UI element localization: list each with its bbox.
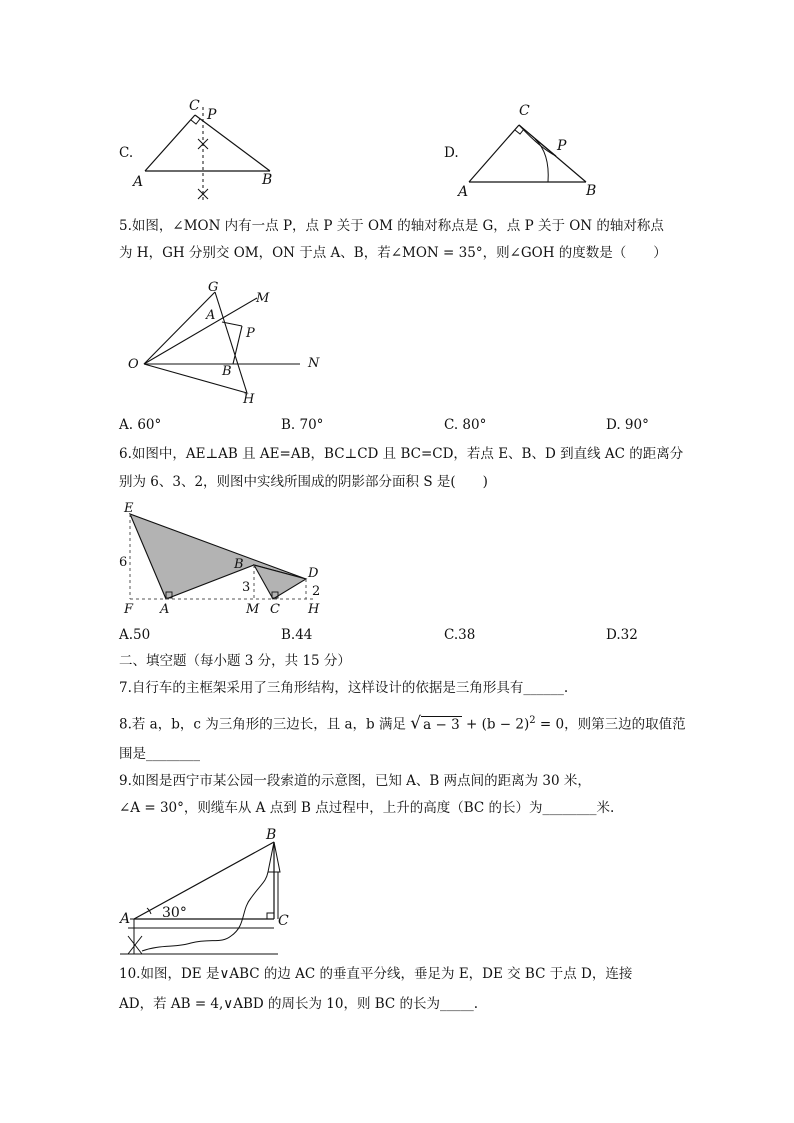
label-c: C (189, 98, 200, 114)
q5-option-d: D. 90° (606, 417, 649, 433)
q5-option-a: A. 60° (119, 417, 162, 433)
label-d: D (308, 566, 319, 581)
label-m: M (256, 291, 270, 306)
q9-line1: 9.如图是西宁市某公园一段索道的示意图，已知 A、B 两点间的距离为 30 米， (119, 773, 591, 789)
q6-line1: 6.如图中，AE⊥AB 且 AE=AB，BC⊥CD 且 BC=CD，若点 E、B、D 到直线 AC 的距离分 (119, 446, 684, 462)
label-three: 3 (242, 580, 251, 595)
label-e: E (124, 501, 134, 516)
sqrt-sign: √ (410, 713, 422, 734)
q8-line2: 围是________ (119, 746, 200, 762)
q6-option-a: A.50 (119, 627, 151, 643)
q6-option-c: C.38 (444, 627, 476, 643)
label-p: P (207, 107, 217, 123)
label-b: B (586, 183, 597, 199)
label-f: F (124, 602, 134, 617)
label-g: G (208, 280, 219, 295)
option-d-label: D. (444, 145, 459, 161)
q8-radicand: a − 3 (423, 716, 460, 733)
q6-option-b: B.44 (281, 627, 313, 643)
q8-text-pre: 8.若 a，b，c 为三角形的三边长，且 a，b 满足 (119, 716, 406, 733)
label-b: B (234, 557, 244, 572)
label-o: O (128, 357, 139, 372)
q10-line2: AD，若 AB = 4,∨ABD 的周长为 10，则 BC 的长为_____. (119, 996, 479, 1012)
q5-option-c: C. 80° (444, 417, 487, 433)
label-h: H (243, 392, 255, 407)
q6-figure (116, 498, 331, 620)
label-b: B (266, 827, 277, 843)
label-h: H (308, 602, 320, 617)
label-b: B (222, 364, 232, 379)
label-c: C (519, 103, 530, 119)
q6-line2: 别为 6、3、2，则图中实线所围成的阴影部分面积 S 是( ) (119, 474, 488, 490)
q10-line1: 10.如图，DE 是∨ABC 的边 AC 的垂直平分线，垂足为 E，DE 交 BC 于点 D，连接 (119, 966, 633, 982)
section-heading: 二、填空题（每小题 3 分，共 15 分） (119, 653, 351, 669)
q8-text-post: = 0，则第三边的取值范 (539, 716, 686, 733)
label-c: C (278, 913, 289, 929)
label-angle: 30° (162, 905, 187, 921)
q8-line1 (119, 711, 686, 735)
option-c-label: C. (119, 145, 134, 161)
q5-line2: 为 H，GH 分别交 OM，ON 于点 A、B，若∠MON = 35°，则∠GOH 的度数是（ ） (119, 245, 667, 261)
figure-c (125, 95, 285, 207)
label-six: 6 (119, 555, 128, 570)
q5-option-b: B. 70° (281, 417, 324, 433)
label-a: A (206, 308, 216, 323)
label-b: B (262, 172, 273, 188)
label-c: C (270, 602, 280, 617)
q9-line2: ∠A = 30°，则缆车从 A 点到 B 点过程中，上升的高度（BC 的长）为________米. (119, 800, 615, 816)
label-a: A (458, 184, 469, 200)
figure-d (455, 98, 605, 202)
q5-line1: 5.如图，∠MON 内有一点 P，点 P 关于 OM 的轴对称点是 G，点 P 关于 ON 的轴对称点 (119, 218, 664, 234)
q5-figure (122, 278, 332, 410)
label-a: A (120, 911, 131, 927)
label-a: A (133, 174, 144, 190)
q8-text-mid: + (b − 2) (465, 716, 530, 733)
q9-figure (116, 826, 306, 960)
label-a: A (160, 602, 170, 617)
q8-exponent: 2 (529, 715, 536, 726)
label-n: N (308, 356, 320, 371)
label-two: 2 (312, 584, 321, 599)
q6-option-d: D.32 (606, 627, 638, 643)
label-p: P (557, 138, 567, 154)
q7-text: 7.自行车的主框架采用了三角形结构，这样设计的依据是三角形具有______. (119, 680, 569, 696)
label-p: P (246, 326, 255, 341)
label-m: M (246, 602, 260, 617)
